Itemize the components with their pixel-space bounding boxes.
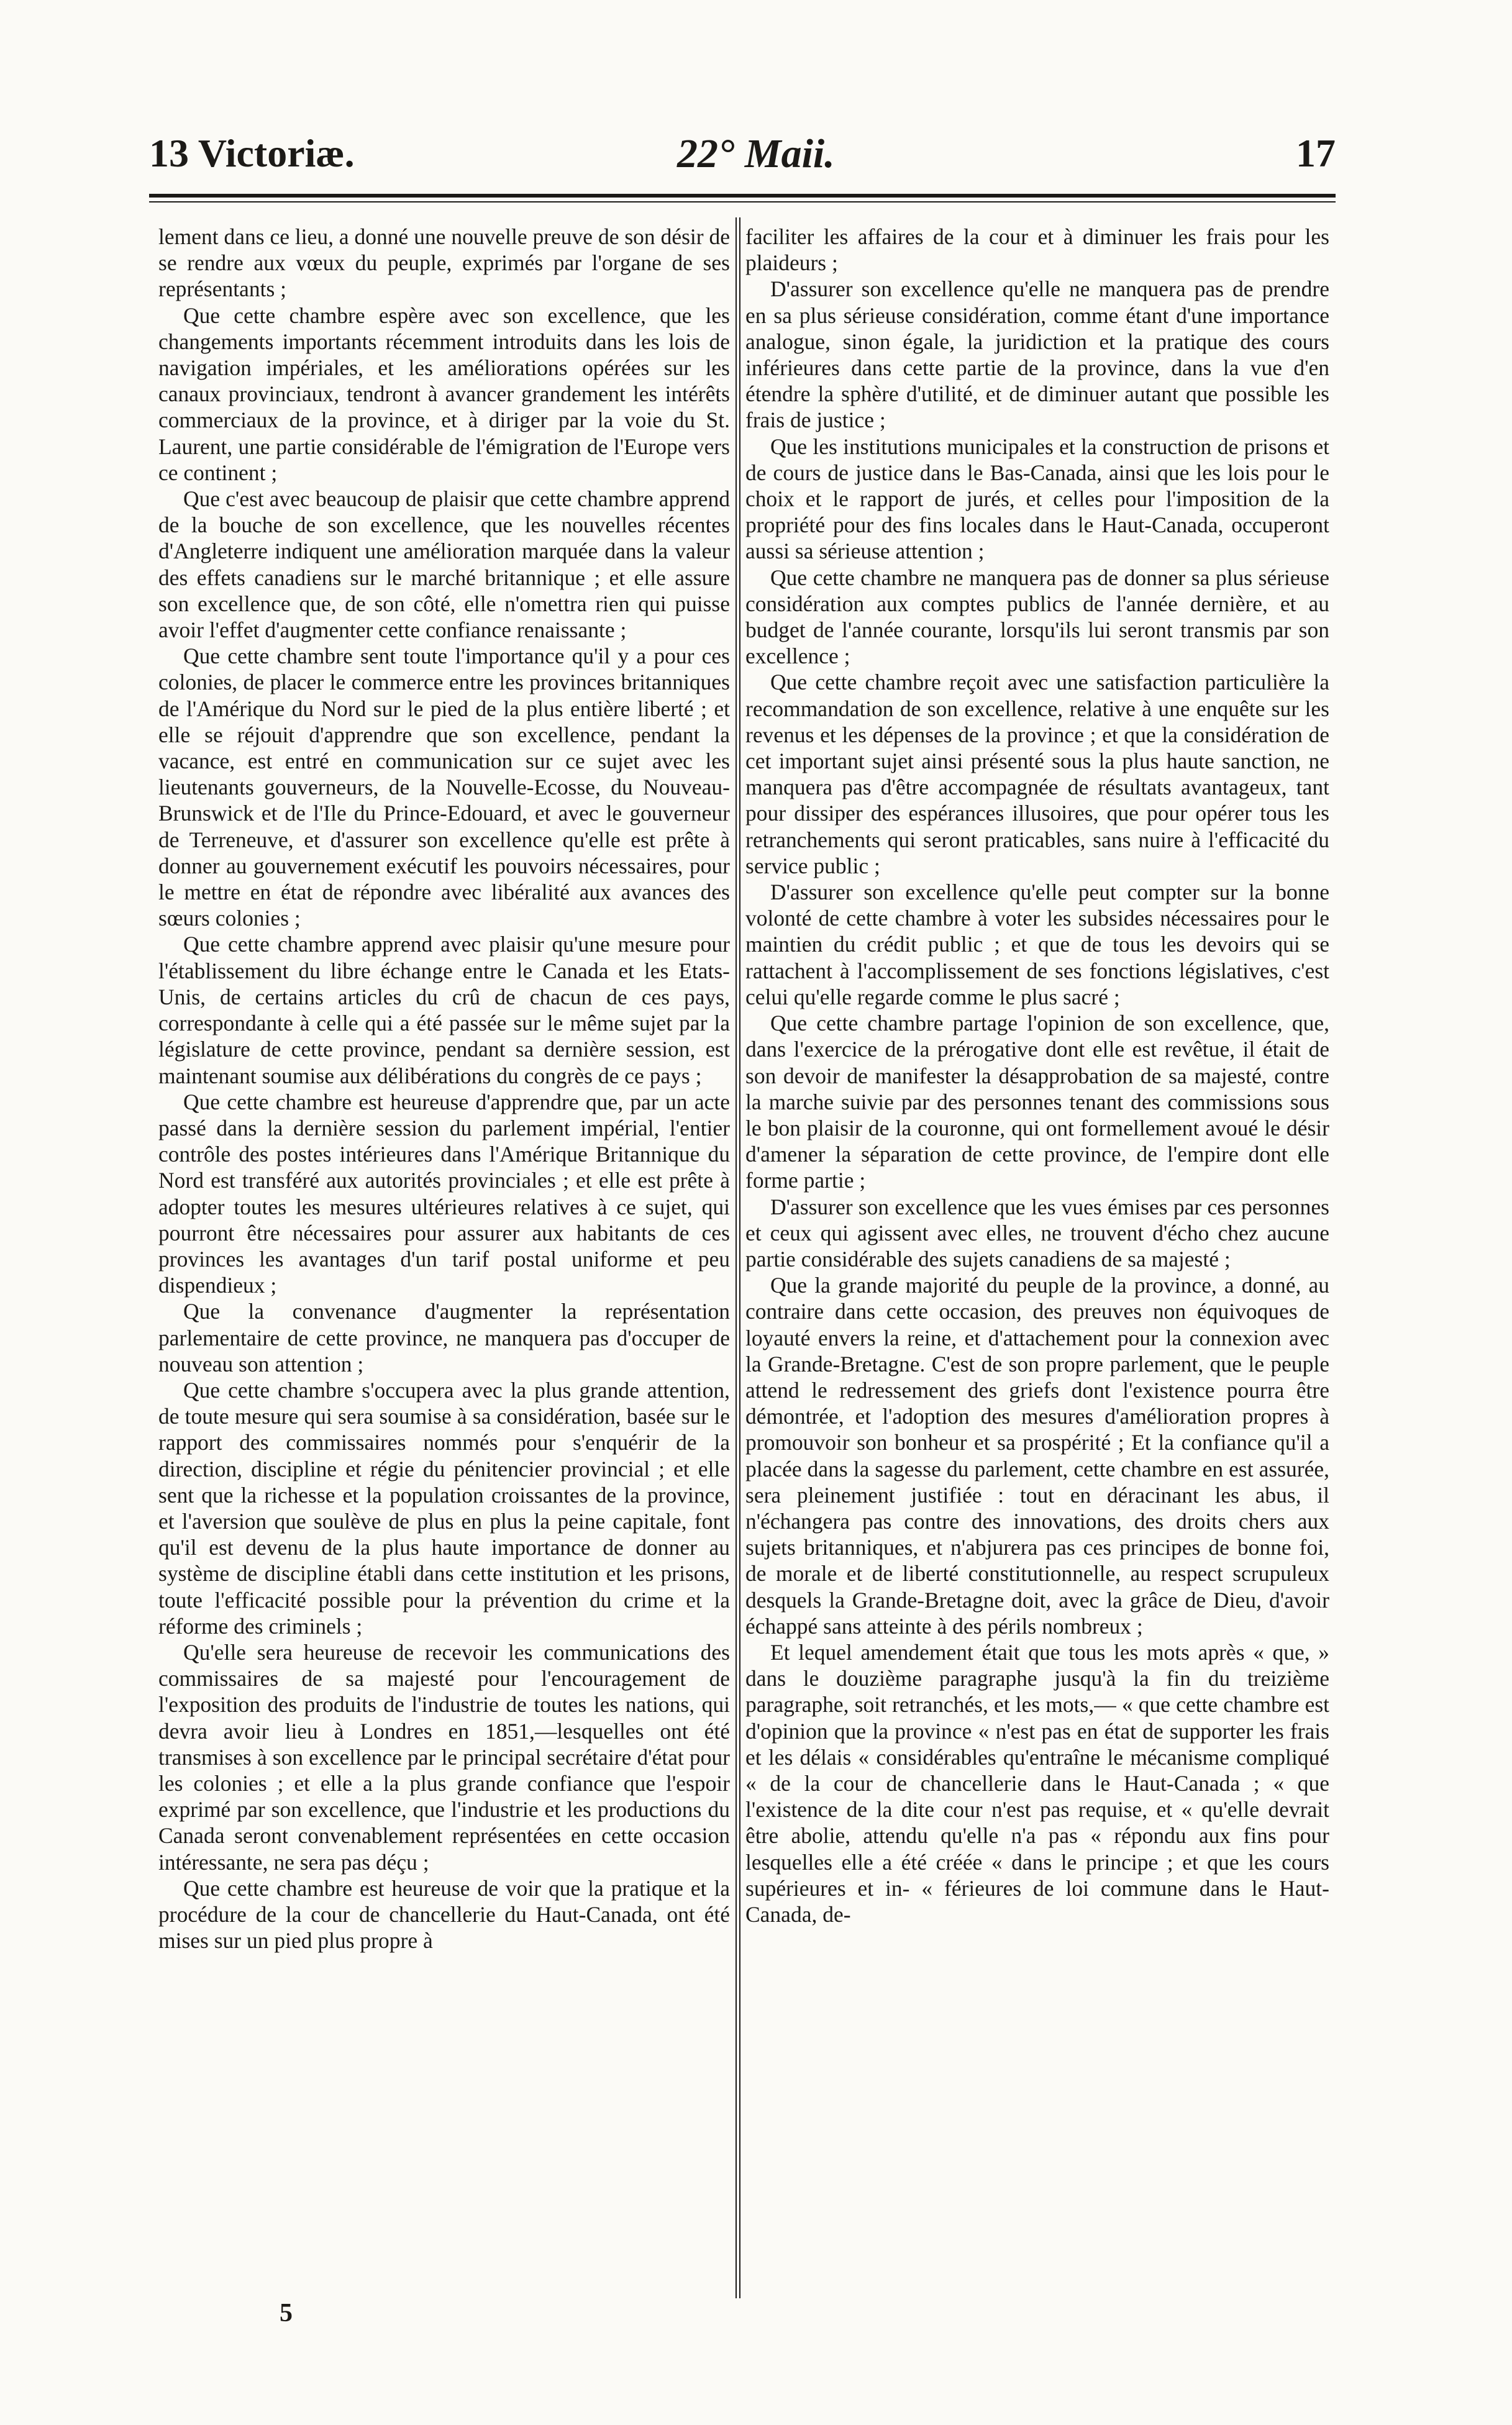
paragraph: Que cette chambre est heureuse d'apprendre que, par un acte passé dans la dernière session du parlement impérial, l'entier contrôle des postes intérieures dans l'Amérique Britannique du Nord est transféré aux autorités provinciales ; et elle est prête à adopter toutes les mesures ultérieures relatives à ce sujet, qui pourront être nécessaires pour assurer aux habitants de ces provinces les avantages d'un tarif postal uniforme et peu dispendieux ;: [158, 1089, 730, 1298]
paragraph: Que cette chambre partage l'opinion de son excellence, que, dans l'exercice de la prérogative dont elle est revêtue, il était de son devoir de manifester la désapprobation de sa majesté, contre la marche suivie par des personnes tenant des commissions sous le bon plaisir de la couronne, qui ont formellement avoué le désir d'amener la séparation de cette province, de l'empire dont elle forme partie ;: [745, 1011, 1329, 1193]
paragraph: lement dans ce lieu, a donné une nouvelle preuve de son désir de se rendre aux vœux du peuple, exprimés par l'organe de ses représentants ;: [158, 224, 730, 302]
paragraph: Que cette chambre est heureuse de voir que la pratique et la procédure de la cour de chancellerie du Haut-Canada, ont été mises sur un pied plus propre à: [158, 1875, 730, 1954]
column-divider: [736, 217, 737, 2298]
header-rule-thin: [149, 201, 1336, 202]
paragraph: Que cette chambre ne manquera pas de donner sa plus sérieuse considération aux comptes publics de l'année dernière, et au budget de l'année courante, lorsqu'ils lui seront transmis par son excellence ;: [745, 565, 1329, 669]
paragraph: Qu'elle sera heureuse de recevoir les communications des commissaires de sa majesté pour l'encouragement de l'exposition des produits de l'industrie de toutes les nations, qui devra avoir lieu à Londres en 1851,—lesquelles ont été transmises à son excellence par le principal secrétaire d'état pour les colonies ; et elle a la plus grande confiance que l'espoir exprimé par son excellence, que l'industrie et les productions du Canada seront convenablement représentées en cette occasion intéressante, ne sera pas déçu ;: [158, 1639, 730, 1875]
paragraph: Que cette chambre espère avec son excellence, que les changements importants récemment introduits dans les lois de navigation impériales, et les améliorations opérées sur les canaux provinciaux, tendront à avancer grandement les intérêts commerciaux de la province, et à diriger par la voie du St. Laurent, une partie considérable de l'émigration de l'Europe vers ce continent ;: [158, 303, 730, 485]
paragraph: D'assurer son excellence qu'elle peut compter sur la bonne volonté de cette chambre à voter les subsides nécessaires pour le maintien du crédit public ; et que de tous les devoirs qui se rattachent à l'accomplissement de ses fonctions législatives, c'est celui qu'elle regarde comme le plus sacré ;: [745, 880, 1329, 1009]
column-divider: [739, 217, 740, 2298]
paragraph: Que la grande majorité du peuple de la province, a donné, au contraire dans cette occasion, des preuves non équivoques de loyauté envers la reine, et d'attachement pour la connexion avec la Grande-Bretagne. C'est de son propre parlement, que le peuple attend le redressement des griefs dont l'existence pourra être démontrée, et l'adoption des mesures d'amélioration propres à promouvoir son bonheur et sa prospérité ; Et la confiance qu'il a placée dans la sagesse du parlement, cette chambre en est assurée, sera pleinement justifiée : tout en déracinant les abus, il n'échangera pas contre des innovations, des droits chers aux sujets britanniques, et n'abjurera pas ces principes de bonne foi, de morale et de liberté constitutionnelle, au respect scrupuleux desquels la Grande-Bretagne doit, avec la grâce de Dieu, d'avoir échappé sans atteinte à des périls nombreux ;: [745, 1273, 1329, 1639]
paragraph: D'assurer son excellence que les vues émises par ces personnes et ceux qui agissent avec elles, ne trouvent d'écho chez aucune partie considérable des sujets canadiens de sa majesté ;: [745, 1194, 1329, 1272]
right-column: [745, 224, 1329, 2311]
paragraph: Que cette chambre reçoit avec une satisfaction particulière la recommandation de son excellence, relative à une enquête sur les revenus et les dépenses de la province ; et que la considération de cet important sujet ainsi présenté sous la plus haute sanction, ne manquera pas d'être accompagnée de résultats avantageux, tant pour dissiper des espérances illusoires, que pour opérer tous les retranchements qui seront praticables, sans nuire à l'efficacité du service public ;: [745, 670, 1329, 878]
paragraph: Que cette chambre sent toute l'importance qu'il y a pour ces colonies, de placer le commerce entre les provinces britanniques de l'Amérique du Nord sur le pied de la plus entière liberté ; et elle se réjouit d'apprendre que son excellence, pendant la vacance, est entré en communication sur ce sujet avec les lieutenants gouverneurs, de la Nouvelle-Ecosse, du Nouveau-Brunswick et de l'Ile du Prince-Edouard, et avec le gouverneur de Terreneuve, et d'assurer son excellence qu'elle est prête à donner au gouvernement exécutif les pouvoirs nécessaires, pour le mettre en état de répondre avec libéralité aux avances des sœurs colonies ;: [158, 644, 730, 931]
paragraph: faciliter les affaires de la cour et à diminuer les frais pour les plaideurs ;: [745, 224, 1329, 276]
left-column: [158, 224, 730, 2311]
paragraph: D'assurer son excellence qu'elle ne manquera pas de prendre en sa plus sérieuse considération, comme étant d'une importance analogue, sinon égale, la juridiction et la pratique des cours inférieures dans cette partie de la province, dans la vue d'en étendre la sphère d'utilité, et de diminuer autant que possible les frais de justice ;: [745, 276, 1329, 433]
header-regnal-year: 13 Victoriæ.: [149, 131, 355, 175]
paragraph: Que cette chambre s'occupera avec la plus grande attention, de toute mesure qui sera soumise à sa considération, basée sur le rapport des commissaires nommés pour s'enquérir de la direction, discipline et régie du pénitencier provincial ; et elle sent que la richesse et la population croissantes de la province, et l'aversion que soulève de plus en plus la peine capitale, font qu'il est devenu de la plus haute importance de donner au système de discipline établi dans cette institution et les prisons, toute l'efficacité possible pour la prévention du crime et la réforme des criminels ;: [158, 1377, 730, 1639]
signature-mark: 5: [280, 2299, 293, 2327]
page-header: [149, 130, 1336, 186]
page-number: 17: [1296, 131, 1336, 175]
paragraph: Que la convenance d'augmenter la représentation parlementaire de cette province, ne manquera pas d'occuper de nouveau son attention ;: [158, 1299, 730, 1376]
header-date: 22° Maii.: [677, 131, 835, 176]
paragraph: Que cette chambre apprend avec plaisir qu'une mesure pour l'établissement du libre échange entre le Canada et les Etats-Unis, de certains articles du crû de chacun de ces pays, correspondante à celle qui a été passée sur le même sujet par la législature de cette province, pendant sa dernière session, est maintenant soumise aux délibérations du congrès de ce pays ;: [158, 932, 730, 1088]
paragraph: Que les institutions municipales et la construction de prisons et de cours de justice dans le Bas-Canada, ainsi que les lois pour le choix et le rapport de jurés, et celles pour l'imposition de la propriété pour des fins locales dans le Haut-Canada, occuperont aussi sa sérieuse attention ;: [745, 434, 1329, 564]
paragraph: Que c'est avec beaucoup de plaisir que cette chambre apprend de la bouche de son excellence, que les nouvelles récentes d'Angleterre indiquent une amélioration marquée dans la valeur des effets canadiens sur le marché britannique ; et elle assure son excellence que, de son côté, elle n'omettra rien qui puisse avoir l'effet d'augmenter cette confiance renaissante ;: [158, 486, 730, 643]
paragraph: Et lequel amendement était que tous les mots après « que, » dans le douzième paragraphe jusqu'à la fin du treizième paragraphe, soit retranchés, et les mots,— « que cette chambre est d'opinion que la province « n'est pas en état de supporter les frais et les délais « considérables qu'entraîne le mécanisme compliqué « de la cour de chancellerie dans le Haut-Canada ; « que l'existence de la dite cour n'est pas requise, et « qu'elle devrait être abolie, attendu qu'elle n'a pas « répondu aux fins pour lesquelles elle a été créée « dans le principe ; et que les cours supérieures et in- « férieures de loi commune dans le Haut-Canada, de-: [745, 1639, 1329, 1927]
header-rule-thick: [149, 194, 1336, 198]
